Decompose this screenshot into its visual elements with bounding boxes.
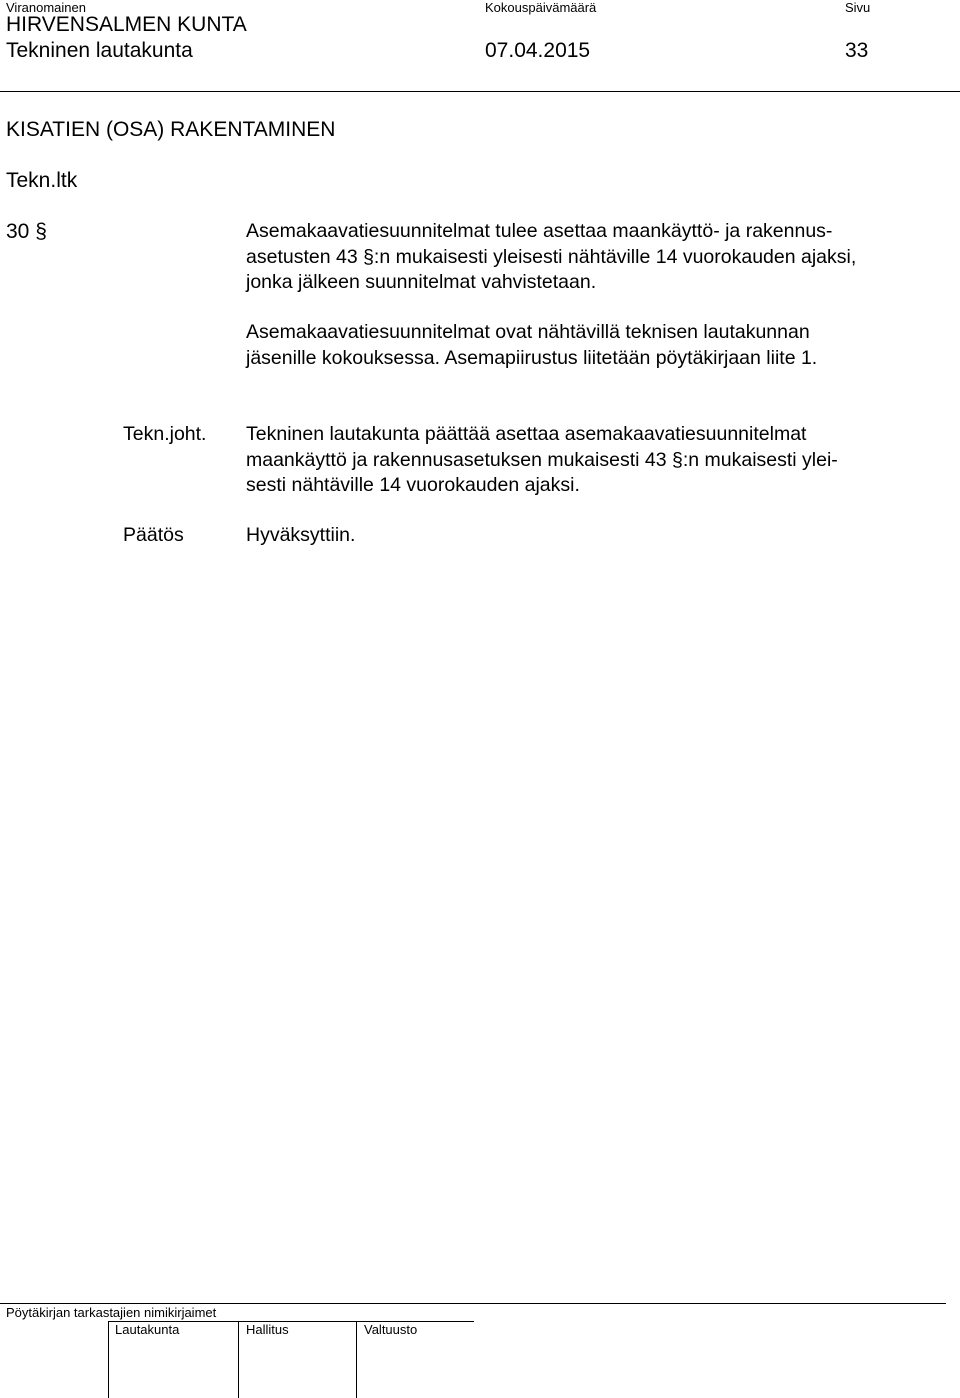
header-date-label: Kokouspäivämäärä	[485, 0, 597, 15]
paragraph-1-line: jonka jälkeen suunnitelmat vahvistetaan.	[246, 271, 597, 293]
signature-col-divider	[238, 1321, 239, 1398]
paragraph-1	[246, 219, 946, 296]
proposal-line: Tekninen lautakunta päättää asettaa asemakaavatiesuunnitelmat	[246, 423, 807, 445]
footer-divider	[0, 1303, 946, 1304]
proposal-line: sesti nähtäville 14 vuorokauden ajaksi.	[246, 474, 580, 496]
meeting-date: 07.04.2015	[485, 39, 591, 62]
signatures-label: Pöytäkirjan tarkastajien nimikirjaimet	[6, 1305, 217, 1320]
signature-col-divider	[356, 1321, 357, 1398]
proposal-label: Tekn.joht.	[123, 423, 207, 445]
signature-col-divider	[108, 1321, 109, 1398]
page-number: 33	[845, 39, 869, 62]
preparer-label: Tekn.ltk	[6, 169, 78, 192]
municipality-name: HIRVENSALMEN KUNTA	[6, 13, 247, 36]
paragraph-1-line: Asemakaavatiesuunnitelmat tulee asettaa maankäyttö- ja rakennus-	[246, 220, 833, 242]
decision-label: Päätös	[123, 524, 184, 546]
committee-name: Tekninen lautakunta	[6, 39, 193, 62]
proposal-line: maankäyttö ja rakennusasetuksen mukaisesti 43 §:n mukaisesti ylei-	[246, 448, 838, 471]
signature-col-board: Hallitus	[246, 1322, 289, 1337]
signature-col-committee: Lautakunta	[115, 1322, 180, 1337]
paragraph-1-line: asetusten 43 §:n mukaisesti yleisesti nähtäville 14 vuorokauden ajaksi,	[246, 245, 857, 268]
page-title: KISATIEN (OSA) RAKENTAMINEN	[6, 118, 336, 141]
header-page-label: Sivu	[845, 0, 871, 15]
paragraph-2-line: jäsenille kokouksessa. Asemapiirustus liitetään pöytäkirjaan liite 1.	[246, 346, 818, 369]
paragraph-2	[246, 320, 946, 371]
proposal-text	[246, 422, 946, 499]
decision-text: Hyväksyttiin.	[246, 524, 356, 546]
paragraph-2-line: Asemakaavatiesuunnitelmat ovat nähtävillä teknisen lautakunnan	[246, 321, 810, 343]
section-number: 30 §	[6, 220, 47, 243]
header-divider	[0, 91, 960, 92]
signature-col-council: Valtuusto	[364, 1322, 418, 1337]
header-official-label: Viranomainen	[6, 0, 86, 15]
